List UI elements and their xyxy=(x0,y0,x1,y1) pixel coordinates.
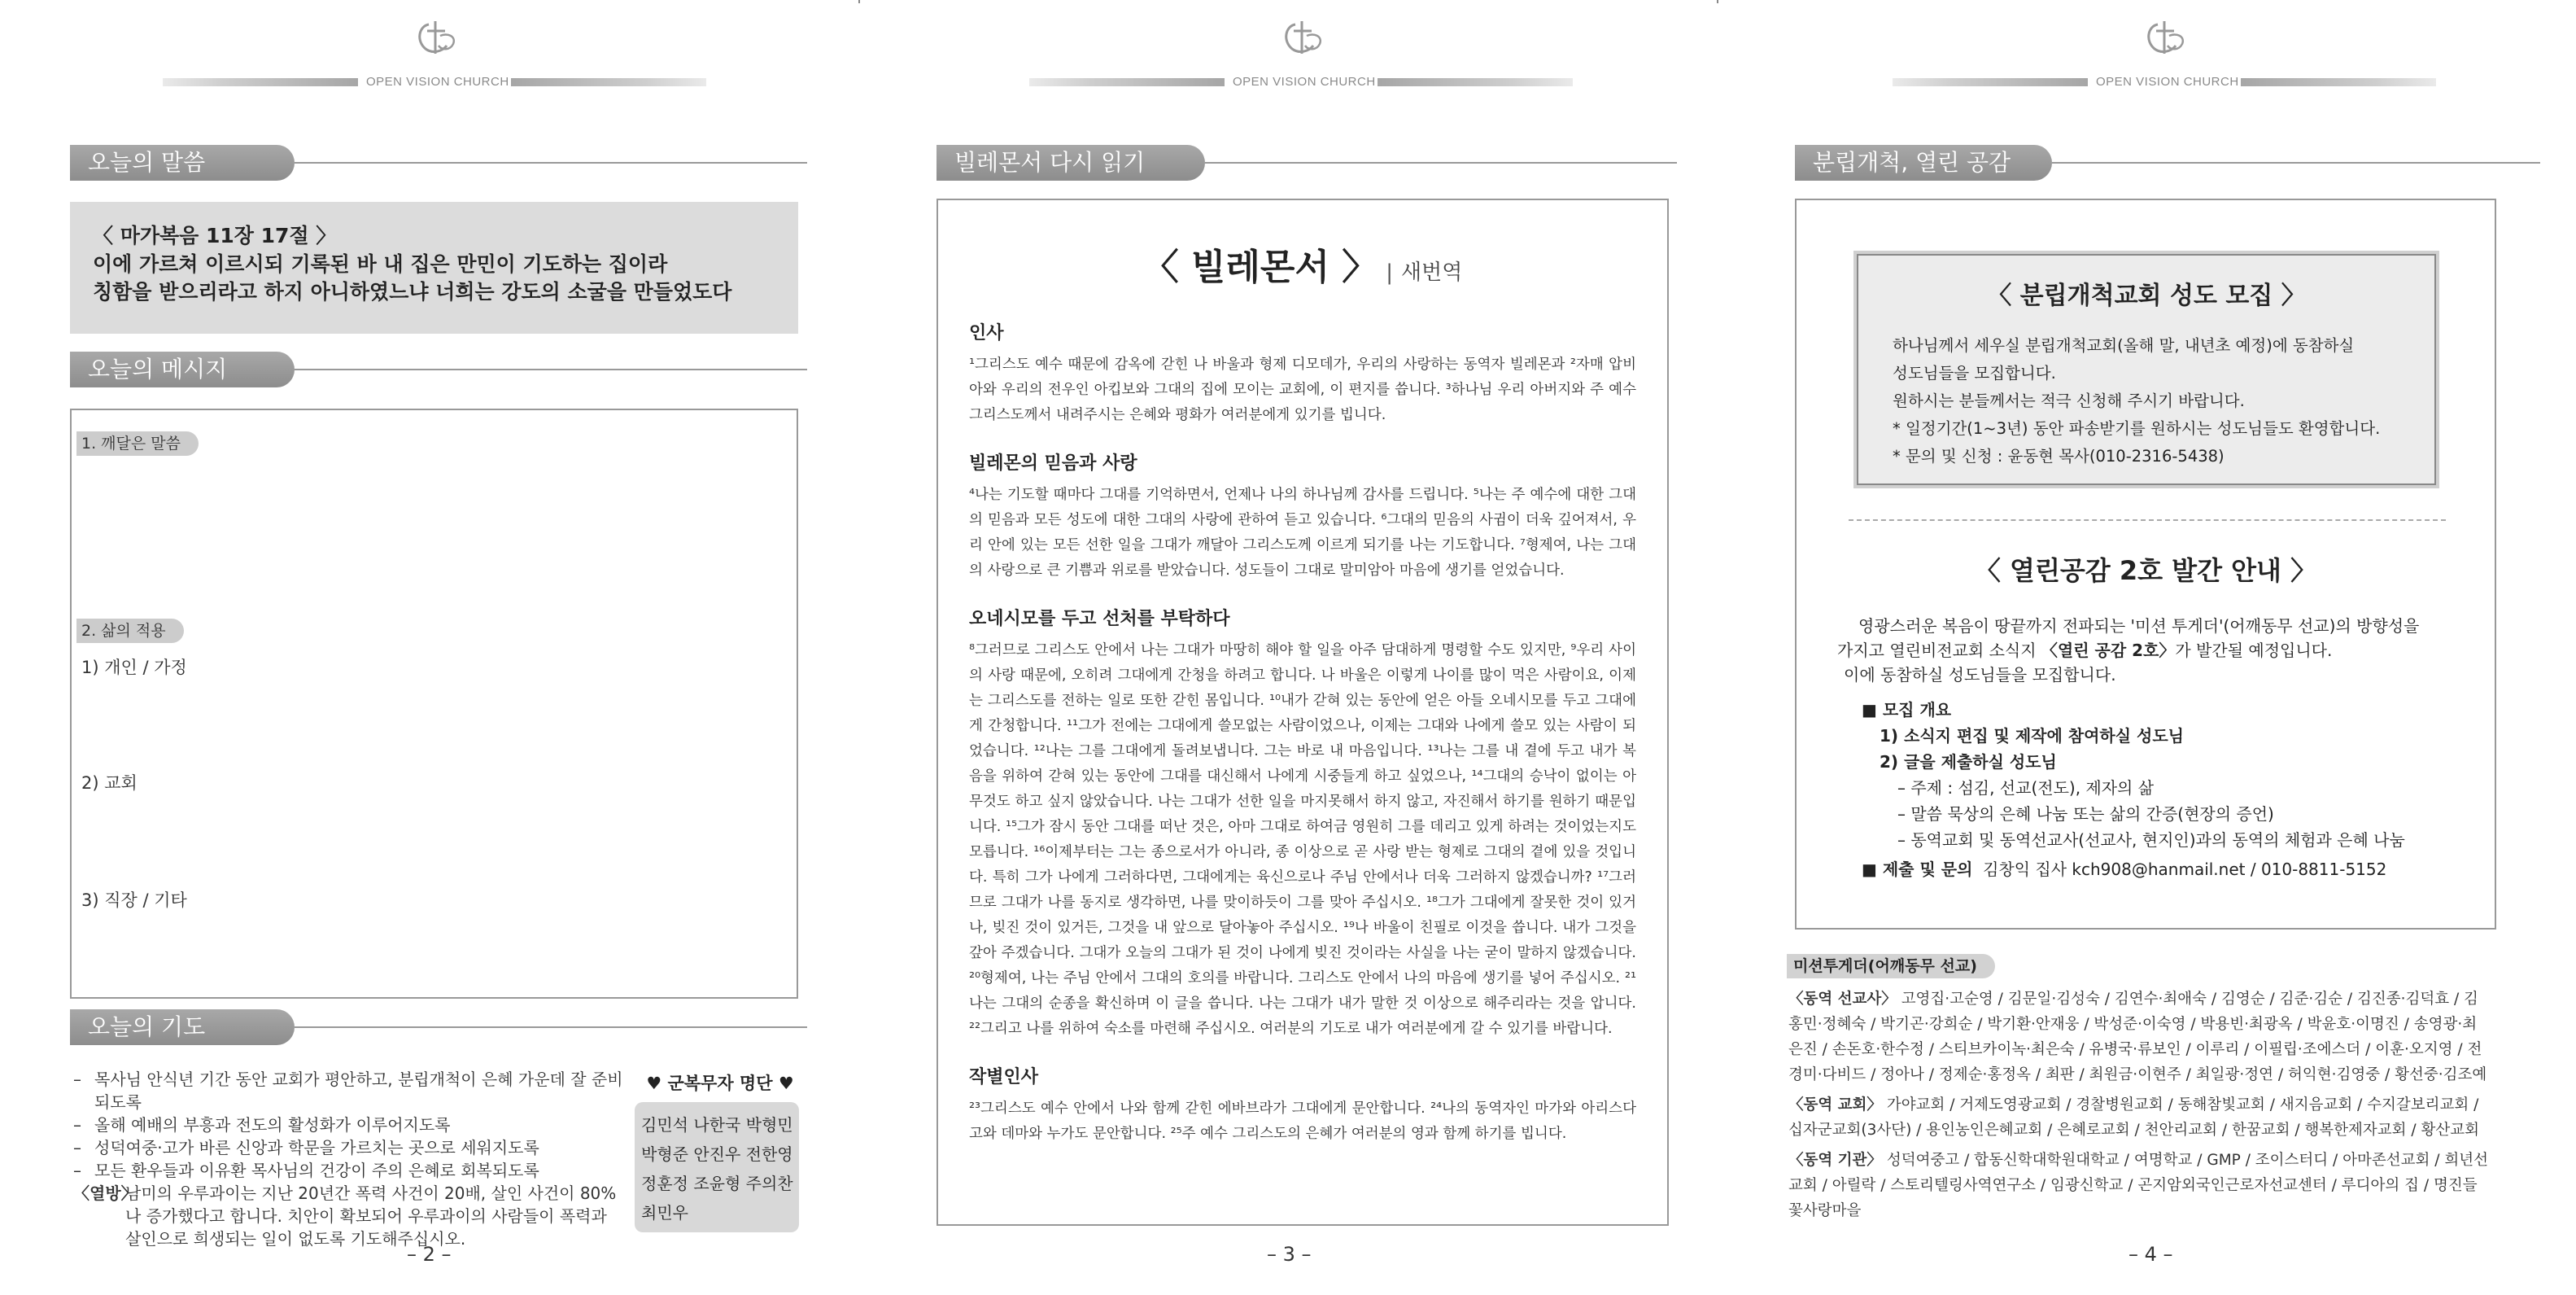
page-header xyxy=(1717,18,2575,89)
fold-tick xyxy=(1717,0,1718,3)
section-paragraph: ¹그리스도 예수 때문에 감옥에 갇힌 나 바울과 형제 디모데가, 우리의 사랑하는 동역자 빌레몬과 ²자매 압비아와 우리의 전우인 아킵보와 그대의 집에 모이는 교회에, 이 편지를 씁니다. ³하나님 우리 아버지와 주 예수 그리스도께서 내려주시는 은혜와 평화가 여러분에게 있기를 빕니다. xyxy=(969,357,1636,423)
page-number: – 3 – xyxy=(1267,1243,1312,1266)
application-personal: 1) 개인 / 가정 xyxy=(81,658,187,677)
header-bar-left xyxy=(1893,78,2088,86)
recruit-title: 〈 분립개척교회 성도 모집 〉 xyxy=(1987,282,2306,310)
header-bar-left xyxy=(163,78,358,86)
section-title-message: 오늘의 메시지 xyxy=(70,352,295,387)
verse-line-1: 이에 가르쳐 이르시되 기록된 바 내 집은 만민이 기도하는 집이라 xyxy=(93,252,668,276)
section-title-prayer: 오늘의 기도 xyxy=(70,1009,295,1045)
section-heading: 인사 xyxy=(969,323,1004,343)
partner-organizations: 〈동역 기관〉 성덕여중고 / 합동신학대학원대학교 / 여명학교 / GMP / 조이스터디 / 아마존선교회 / 희년선교회 / 아릴락 / 스토리텔링사역연구소 / 임광신학교 / 곤지암외국인근로자선교센터 / 루디아의 집 / 명진들꽃사랑마을 xyxy=(1788,1152,2488,1219)
section-title-philemon: 빌레몬서 다시 읽기 xyxy=(937,145,1205,181)
page-header xyxy=(0,18,858,89)
soldier-row: 최민우 xyxy=(641,1203,688,1223)
recruit-line: 성도님들을 모집합니다. xyxy=(1893,364,2056,383)
page-header xyxy=(858,18,1717,89)
application-work: 3) 직장 / 기타 xyxy=(81,890,187,910)
message-notes-box xyxy=(70,409,798,999)
soldier-list-title: ♥ 군복무자 명단 ♥ xyxy=(646,1074,794,1093)
outline-item: – 동역교회 및 동역선교사(선교사, 현지인)과의 동역의 체험과 은혜 나눔 xyxy=(1897,830,2405,850)
prayer-list xyxy=(73,1068,627,1250)
verse-box xyxy=(70,202,798,334)
header-bar-left xyxy=(1029,78,1225,86)
mission-partners xyxy=(1788,987,2488,1228)
divider xyxy=(1849,519,2446,521)
section-paragraph: ²³그리스도 예수 안에서 나와 함께 갇힌 에바브라가 그대에게 문안합니다. ²⁴나의 동역자인 마가와 아리스다고와 데마와 누가도 문안합니다. ²⁵주 예수 그리스도의 은혜가 여러분의 영과 함께 하기를 빕니다. xyxy=(969,1100,1636,1142)
church-logo-icon xyxy=(2140,18,2192,59)
issue-paragraph xyxy=(1837,614,2456,687)
church-logo-icon xyxy=(1277,18,1329,59)
recruit-line: 원하시는 분들께서는 적극 신청해 주시기 바랍니다. xyxy=(1893,392,2245,410)
bulletin-page-2 xyxy=(0,0,858,1295)
prayer-nations-text: 남미의 우루과이는 지난 20년간 폭력 사건이 20배, 살인 사건이 80%나 증가했다고 합니다. 치안이 확보되어 우루과이의 사람들이 폭력과 살인으로 희생되는 일이 없도록 기도해주십시오. xyxy=(125,1183,617,1249)
verse-line-2: 칭함을 받으리라고 하지 아니하였느냐 너희는 강도의 소굴을 만들었도다 xyxy=(93,280,732,304)
section-paragraph: ⁴나는 기도할 때마다 그대를 기억하면서, 언제나 나의 하나님께 감사를 드립니다. ⁵나는 주 예수에 대한 그대의 믿음과 모든 성도에 대한 그대의 사랑에 관하여 듣고 있습니다. ⁶그대의 믿음의 사귐이 더욱 깊어져서, 우리 안에 있는 모든 선한 일을 그대가 깨달아 그리스도께 이르게 되기를 나는 기도합니다. ⁷형제여, 나는 그대의 사랑으로 큰 기쁨과 위로를 받았습니다. 성도들이 그대로 말미암아 마음에 생기를 얻었습니다. xyxy=(969,487,1636,579)
prayer-item: – 목사님 안식년 기간 동안 교회가 평안하고, 분립개척이 은혜 가운데 잘 준비되도록 xyxy=(73,1070,623,1112)
announcement-box xyxy=(1795,199,2496,930)
header-bar-right xyxy=(511,78,706,86)
book-title: 〈 빌레몬서 〉 xyxy=(1142,247,1378,288)
philemon-title: 〈 빌레몬서 〉 | 새번역 xyxy=(1142,247,1463,288)
page-number: – 4 – xyxy=(2128,1243,2173,1266)
contact-heading: ■ 제출 및 문의 xyxy=(1862,860,1973,879)
application-church: 2) 교회 xyxy=(81,773,138,793)
partner-missionaries: 〈동역 선교사〉 고영집·고순영 / 김문일·김성숙 / 김연수·최애숙 / 김영순 / 김준·김순 / 김진종·김덕효 / 김홍민·정혜숙 / 박기곤·강희순 / 박기환·안재웅 / 박성준·이숙영 / 박용빈·최광옥 / 박윤호·이명진 / 송영광·최은진 / 손돈호·한수정 / 스티브카이녹·최은숙 / 유병국·류보인 / 이루리 / 이필립·조에스더 / 이훈·오지영 / 전경미·다비드 / 정아나 / 정제순·홍정옥 / 최판 / 최원금·이현주 / 최일광·정연 / 허익현·김영중 / 황선중·김조예 xyxy=(1788,991,2487,1083)
header-bar-right xyxy=(1378,78,1573,86)
bulletin-page-3 xyxy=(858,0,1717,1295)
verse-reference: 〈 마가복음 11장 17절 〉 xyxy=(93,224,337,247)
section-title-word: 오늘의 말씀 xyxy=(70,145,295,181)
prayer-item: – 성덕여중·고가 바른 신앙과 학문을 가르치는 곳으로 세워지도록 xyxy=(73,1138,539,1157)
soldier-list-box xyxy=(635,1102,799,1232)
philemon-text-box xyxy=(937,199,1669,1226)
contact-info: 김창익 집사 kch908@hanmail.net / 010-8811-5152 xyxy=(1983,860,2387,879)
outline-item: 1) 소식지 편집 및 제작에 참여하실 성도님 xyxy=(1880,726,2184,746)
section-heading: 빌레몬의 믿음과 사랑 xyxy=(969,453,1137,474)
issue-line: 이에 동참하실 성도님들을 모집합니다. xyxy=(1844,665,2116,685)
outline-item: – 말씀 묵상의 은혜 나눔 또는 삶의 간증(현장의 증언) xyxy=(1897,804,2274,824)
recruit-line: * 일정기간(1~3년) 동안 파송받기를 원하시는 성도님들도 환영합니다. xyxy=(1893,419,2381,438)
prayer-nations xyxy=(73,1182,627,1250)
contact-line xyxy=(1862,856,2386,880)
section-heading: 작별인사 xyxy=(969,1067,1039,1087)
notes-tag-application: 2. 삶의 적용 xyxy=(76,619,184,643)
issue-line: 영광스러운 복음이 땅끝까지 전파되는 '미션 투게더'(어깨동무 선교)의 방향성을 xyxy=(1858,616,2420,636)
recruit-outline xyxy=(1862,697,2447,853)
header-church-name: OPEN VISION CHURCH xyxy=(366,75,509,89)
header-church-name: OPEN VISION CHURCH xyxy=(2096,75,2239,89)
page-number: – 2 – xyxy=(407,1243,452,1266)
partner-churches: 〈동역 교회〉 가야교회 / 거제도영광교회 / 경찰병원교회 / 동해참빛교회 / 새지음교회 / 수지갈보리교회 / 십자군교회(3사단) / 용인농인은혜교회 / 은혜로교회 / 천안리교회 / 한꿈교회 / 행복한제자교회 / 황산교회 xyxy=(1788,1096,2480,1139)
section-heading: 오네시모를 두고 선처를 부탁하다 xyxy=(969,609,1230,629)
prayer-item: – 올해 예배의 부흥과 전도의 활성화가 이루어지도록 xyxy=(73,1115,451,1135)
section-paragraph: ⁸그러므로 그리스도 안에서 나는 그대가 마땅히 해야 할 일을 아주 담대하게 명령할 수도 있지만, ⁹우리 사이의 사랑 때문에, 오히려 그대에게 간청을 하려고 합니다. 나 바울은 이렇게 나이를 많이 먹은 사람이요, 이제는 그리스도를 전하는 일로 또한 갇힌 몸입니다. ¹⁰내가 갇혀 있는 동안에 얻은 아들 오네시모를 두고 그대에게 간청합니다. ¹¹그가 전에는 그대에게 쓸모없는 사람이었으나, 이제는 그대와 나에게 쓸모 있는 사람이 되었습니다. ¹²나는 그를 그대에게 돌려보냅니다. 그는 바로 내 마음입니다. ¹³나는 그를 내 곁에 두고 내가 복음을 위하여 갇혀 있는 동안에 그대를 대신해서 나에게 시중들게 하고 싶었으나, ¹⁴그대의 승낙이 없이는 아무것도 하고 싶지 않았습니다. 나는 그대가 선한 일을 마지못해서 하지 않고, 자진해서 하기를 원하기 때문입니다. ¹⁵그가 잠시 동안 그대를 떠난 것은, 아마 그대로 하여금 영원히 그를 데리고 있게 하려는 것이었는지도 모릅니다. ¹⁶이제부터는 그는 종으로서가 아니라, 종 이상으로 곧 사랑 받는 형제로 그대의 곁에 있을 것입니다. 특히 그가 나에게 그러하다면, 그대에게는 육신으로나 주님 안에서나 더욱 그러하지 않겠습니까? ¹⁷그러므로 그대가 나를 동지로 생각하면, 나를 맞이하듯이 그를 맞아 주십시오. ¹⁸그가 그대에게 잘못한 것이 있거나, 빚진 것이 있거든, 그것을 내 앞으로 달아놓아 주십시오. ¹⁹나 바울이 친필로 이것을 씁니다. 내가 그것을 갚아 주겠습니다. 그대가 오늘의 그대가 된 것이 나에게 빚진 것이라는 사실을 나는 굳이 말하지 않겠습니다. ²⁰형제여, 나는 주님 안에서 그대의 호의를 바랍니다. 그리스도 안에서 나의 마음에 생기를 넣어 주십시오. ²¹나는 그대의 순종을 확신하며 이 글을 씁니다. 나는 그대가 내가 말한 것 이상으로 해주리라는 것을 압니다. ²²그리고 나를 위하여 숙소를 마련해 주십시오. 여러분의 기도로 내가 여러분에게 갈 수 있기를 바랍니다. xyxy=(969,642,1636,1037)
recruit-notice xyxy=(1857,254,2436,485)
fold-tick xyxy=(858,0,860,3)
soldier-row: 정훈정 조윤형 주의찬 xyxy=(641,1174,793,1193)
header-bar-right xyxy=(2241,78,2436,86)
soldier-row: 박형준 안진우 전한영 xyxy=(641,1144,793,1164)
prayer-item: – 모든 환우들과 이유환 목사님의 건강이 주의 은혜로 회복되도록 xyxy=(73,1161,539,1180)
issue-title: 〈 열린공감 2호 발간 안내 〉 xyxy=(1974,555,2317,586)
header-church-name: OPEN VISION CHURCH xyxy=(1233,75,1376,89)
bible-version: 새번역 xyxy=(1401,260,1463,285)
notes-tag-realized-word: 1. 깨달은 말씀 xyxy=(76,431,199,456)
recruit-line: 하나님께서 세우실 분립개척교회(올해 말, 내년초 예정)에 동참하실 xyxy=(1893,336,2355,355)
mission-together-tag: 미션투게더(어깨동무 선교) xyxy=(1787,954,1995,978)
recruit-line: * 문의 및 신청 : 윤동현 목사(010-2316-5438) xyxy=(1893,447,2225,466)
section-title-church-plant: 분립개척, 열린 공감 xyxy=(1795,145,2052,181)
outline-heading: ■ 모집 개요 xyxy=(1862,700,1952,720)
church-logo-icon xyxy=(411,18,463,59)
outline-item: – 주제 : 섬김, 선교(전도), 제자의 삶 xyxy=(1897,778,2155,798)
outline-item: 2) 글을 제출하실 성도님 xyxy=(1880,752,2057,772)
issue-line: 가지고 열린비전교회 소식지 〈열린 공감 2호〉가 발간될 예정입니다. xyxy=(1837,641,2333,660)
prayer-nations-label: 〈열방〉 xyxy=(73,1183,138,1203)
soldier-row: 김민석 나한국 박형민 xyxy=(641,1115,793,1135)
